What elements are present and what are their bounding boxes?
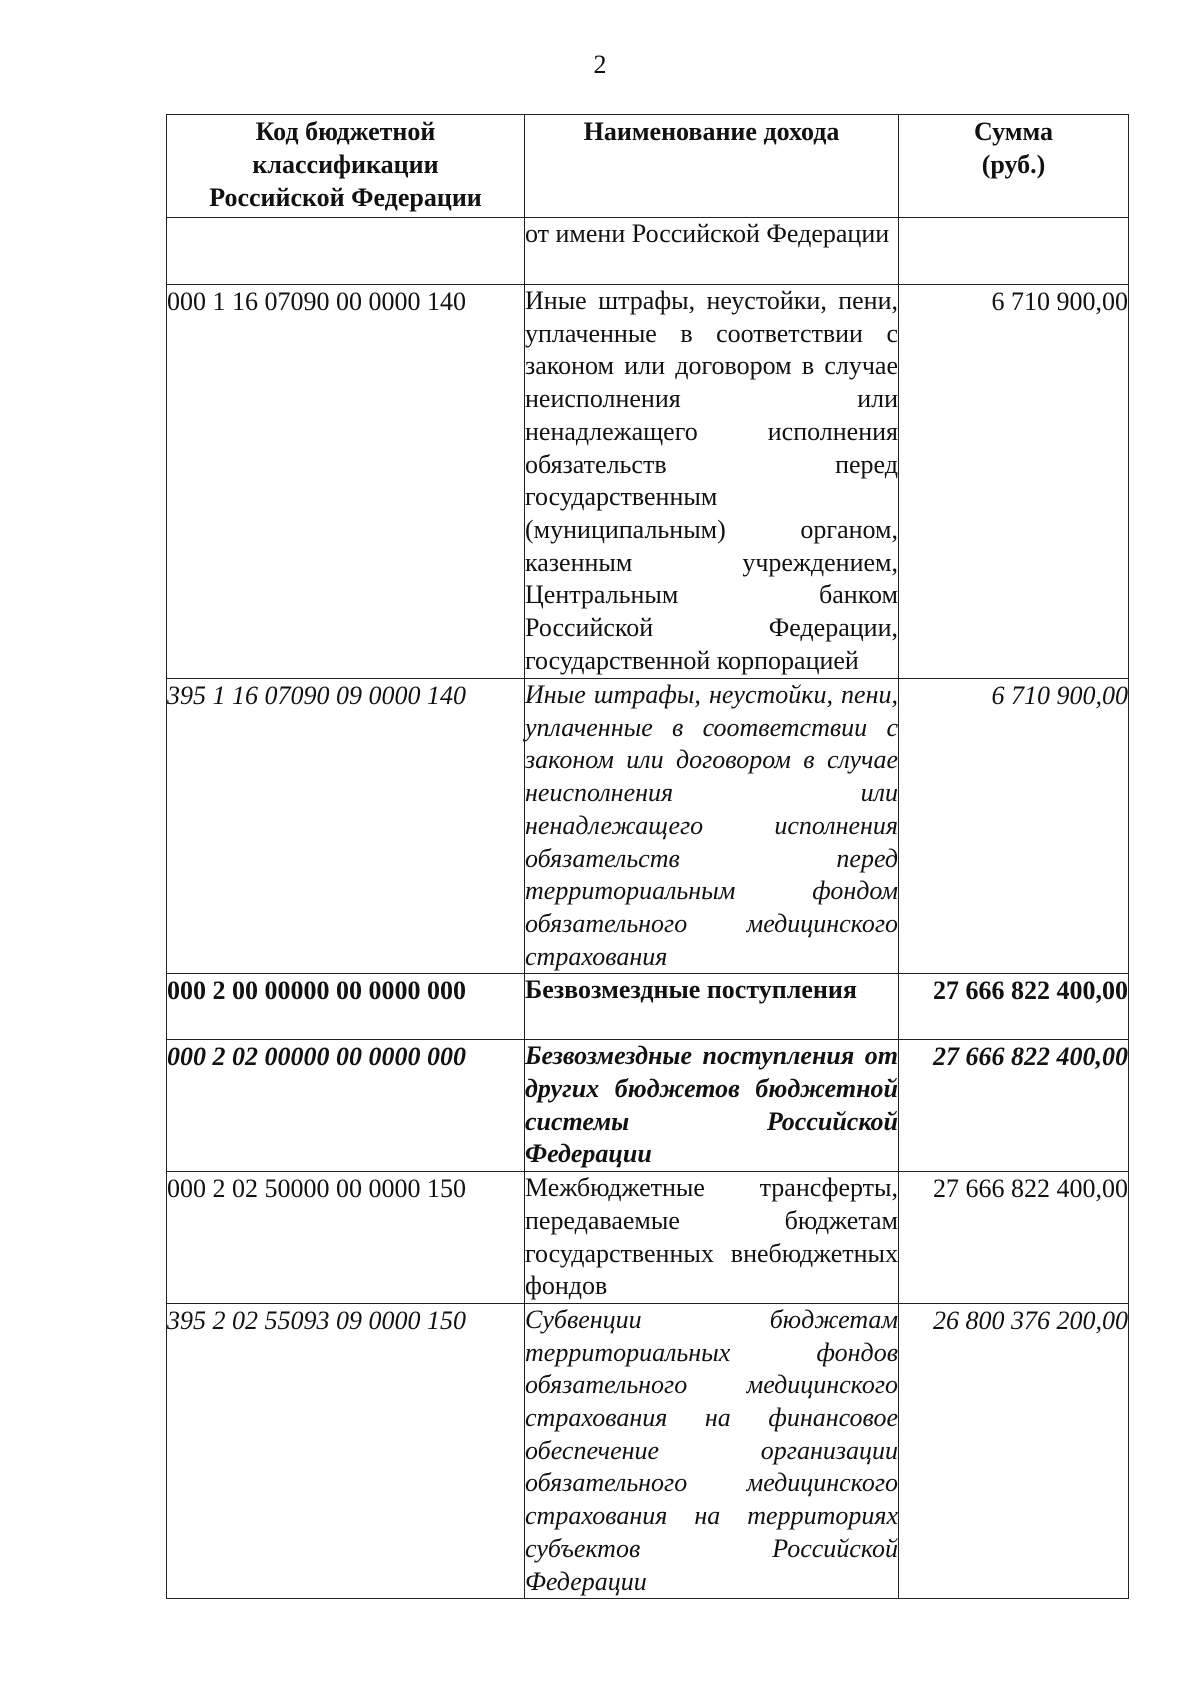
table-row: [167, 1172, 1129, 1304]
table-row: [167, 1040, 1129, 1172]
row-code: 000 2 02 00000 00 0000 000: [167, 1040, 525, 1172]
table-row: [167, 974, 1129, 1040]
table-header-row: [167, 115, 1129, 218]
table-row: [167, 1303, 1129, 1598]
row-code: 000 1 16 07090 00 0000 140: [167, 285, 525, 679]
row-sum: 26 800 376 200,00: [899, 1303, 1129, 1598]
row-name: от имени Российской Федерации: [525, 218, 899, 285]
row-sum: 6 710 900,00: [899, 679, 1129, 974]
table-row: [167, 218, 1129, 285]
row-sum: 27 666 822 400,00: [899, 974, 1129, 1040]
row-sum: 27 666 822 400,00: [899, 1040, 1129, 1172]
row-sum: [899, 218, 1129, 285]
row-code: 395 1 16 07090 09 0000 140: [167, 679, 525, 974]
row-name: Безвозмездные поступления: [525, 974, 899, 1040]
header-sum: Сумма (руб.): [899, 115, 1129, 218]
row-sum: 6 710 900,00: [899, 285, 1129, 679]
row-code: 000 2 02 50000 00 0000 150: [167, 1172, 525, 1304]
row-name: Безвозмездные поступления от других бюджетов бюджетной системы Российской Федерации: [525, 1040, 899, 1172]
table-row: [167, 679, 1129, 974]
row-code: 000 2 00 00000 00 0000 000: [167, 974, 525, 1040]
row-code: 395 2 02 55093 09 0000 150: [167, 1303, 525, 1598]
row-name: Иные штрафы, неустойки, пени, уплаченные в соответствии с законом или договором в случае неисполнения или ненадлежащего исполнения обязательств перед территориальным фондом обязательного медицинского страхования: [525, 679, 899, 974]
page-number: 2: [593, 50, 607, 79]
row-name: Межбюджетные трансферты, передаваемые бюджетам государственных внебюджетных фондов: [525, 1172, 899, 1304]
table-row: [167, 285, 1129, 679]
row-name: Субвенции бюджетам территориальных фондов обязательного медицинского страхования на финансовое обеспечение организации обязательного медицинского страхования на территориях субъектов Российской Федерации: [525, 1303, 899, 1598]
header-code: Код бюджетной классификации Российской Федерации: [167, 115, 525, 218]
row-code: [167, 218, 525, 285]
revenue-table: [166, 114, 1129, 1599]
row-name: Иные штрафы, неустойки, пени, уплаченные в соответствии с законом или договором в случае неисполнения или ненадлежащего исполнения обязательств перед государственным (муниципальным) органом, казенным учреждением, Центральным банком Российской Федерации, государственной корпорацией: [525, 285, 899, 679]
row-sum: 27 666 822 400,00: [899, 1172, 1129, 1304]
header-name: Наименование дохода: [525, 115, 899, 218]
